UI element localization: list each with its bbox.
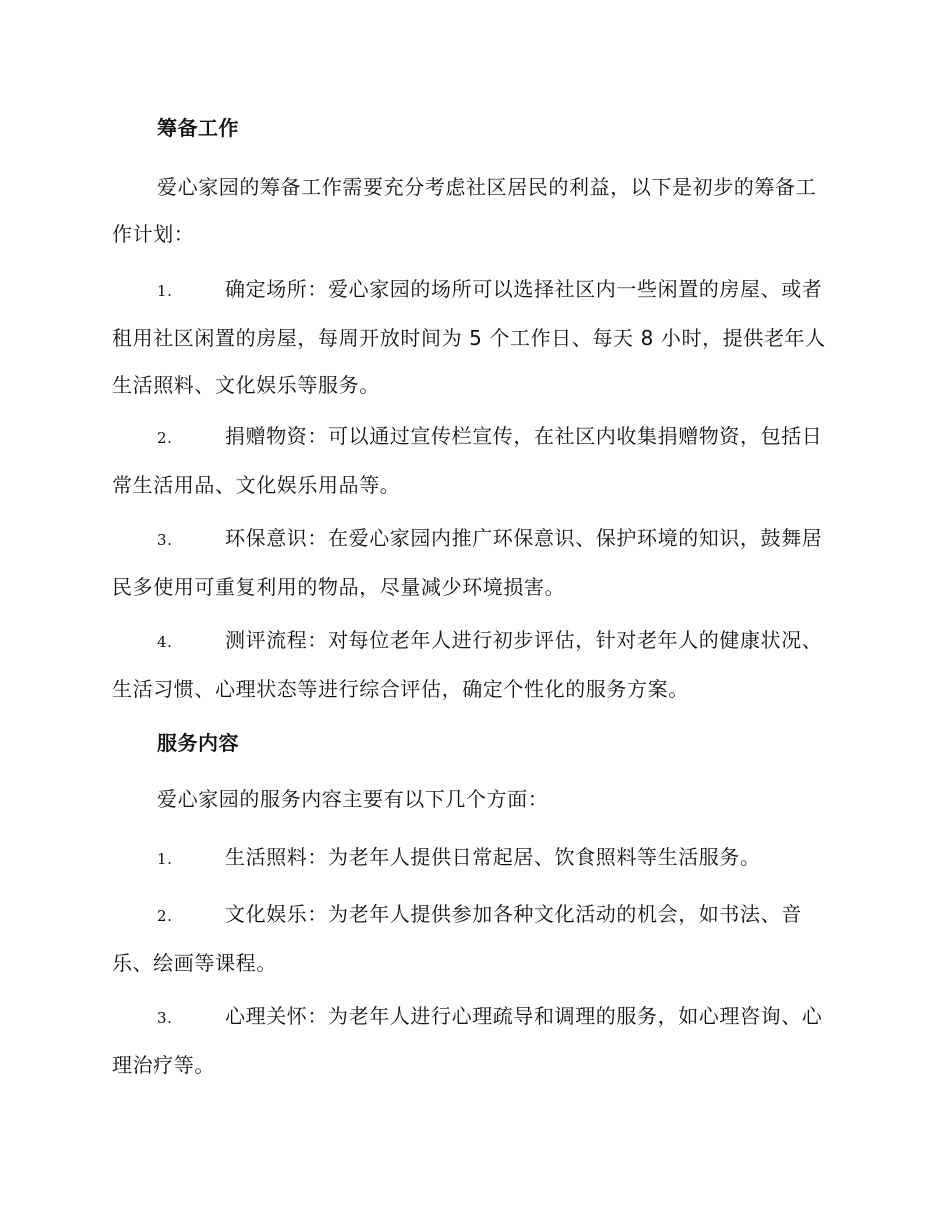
intro-text: 爱心家园的筹备工作需要充分考虑社区居民的利益，以下是初步的筹备工作计划： bbox=[112, 175, 817, 246]
section-intro-services bbox=[112, 776, 836, 823]
list-item bbox=[112, 993, 836, 1089]
list-item-text: 环保意识：在爱心家园内推广环保意识、保护环境的知识，鼓舞居民多使用可重复利用的物品，尽量减少环境损害。 bbox=[112, 526, 823, 599]
list-item bbox=[112, 515, 836, 611]
list-item-text: 心理关怀：为老年人进行心理疏导和调理的服务，如心理咨询、心理治疗等。 bbox=[112, 1004, 823, 1077]
section-heading-preparation: 筹备工作 bbox=[157, 116, 239, 140]
list-number: 3. bbox=[157, 531, 173, 549]
list-item bbox=[112, 891, 836, 987]
list-number: 4. bbox=[157, 633, 173, 651]
list-number: 1. bbox=[157, 282, 173, 300]
list-item-text: 测评流程：对每位老年人进行初步评估，针对老年人的健康状况、生活习惯、心理状态等进行综合评估，确定个性化的服务方案。 bbox=[112, 628, 823, 701]
list-number: 3. bbox=[157, 1009, 173, 1027]
list-item bbox=[112, 617, 836, 713]
section-heading-services: 服务内容 bbox=[157, 731, 239, 755]
list-item bbox=[112, 834, 836, 883]
list-number: 1. bbox=[157, 850, 173, 868]
intro-text: 爱心家园的服务内容主要有以下几个方面： bbox=[157, 787, 549, 811]
list-item-text: 捐赠物资：可以通过宣传栏宣传，在社区内收集捐赠物资，包括日常生活用品、文化娱乐用品等。 bbox=[112, 424, 823, 497]
list-item-text: 文化娱乐：为老年人提供参加各种文化活动的机会，如书法、音乐、绘画等课程。 bbox=[112, 902, 802, 975]
list-number: 2. bbox=[157, 907, 173, 925]
section-intro-preparation bbox=[112, 164, 836, 258]
list-item-text: 生活照料：为老年人提供日常起居、饮食照料等生活服务。 bbox=[225, 845, 761, 869]
list-item bbox=[112, 266, 836, 409]
list-item bbox=[112, 413, 836, 509]
list-item-text: 确定场所：爱心家园的场所可以选择社区内一些闲置的房屋、或者租用社区闲置的房屋，每周开放时间为 5 个工作日、每天 8 小时，提供老年人生活照料、文化娱乐等服务。 bbox=[112, 277, 826, 397]
list-number: 2. bbox=[157, 429, 173, 447]
